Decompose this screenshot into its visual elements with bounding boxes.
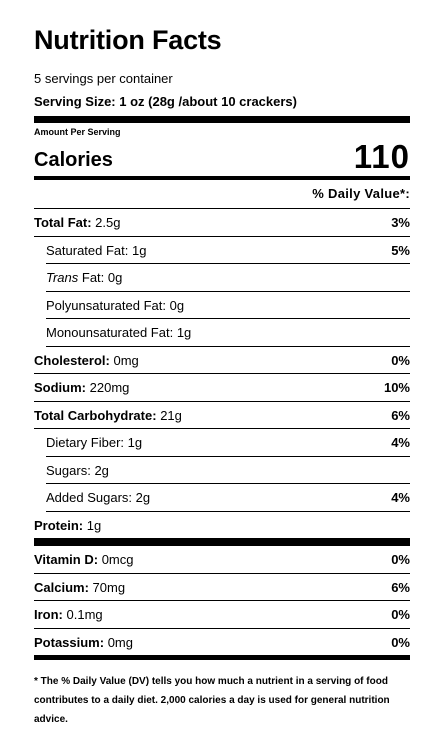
nutrient-amount: 21g [160, 407, 182, 423]
nutrient-amount: 0g [169, 297, 185, 313]
row-dietary-fiber [46, 429, 410, 457]
calories-row [34, 138, 410, 174]
nutrient-amount: 1g [127, 435, 143, 450]
nutrient-name: Vitamin D: [34, 552, 99, 567]
nutrient-amount: 2g [94, 462, 109, 478]
nutrient-name: Polyunsaturated Fat: [46, 297, 166, 313]
nutrient-name: Monounsaturated Fat: [46, 325, 174, 340]
nutrient-name: Cholesterol: [34, 352, 110, 368]
nutrient-amount: 0.1mg [66, 607, 103, 622]
nutrient-amount: 0g [107, 270, 123, 285]
calories-value: 110 [353, 138, 410, 175]
nutrient-name: Total Carbohydrate: [34, 407, 157, 423]
row-trans-fat [46, 264, 410, 292]
nutrient-dv: 6% [391, 407, 410, 423]
nutrient-dv: 10% [383, 380, 410, 395]
nutrient-name: Protein: [34, 517, 84, 533]
nutrient-name: Saturated Fat: [46, 242, 129, 258]
row-polyunsaturated-fat [46, 292, 410, 320]
row-total-carbohydrate [34, 402, 410, 430]
servings-per-container: 5 servings per container [34, 71, 173, 86]
calories-label: Calories [34, 149, 113, 171]
serving-size: Serving Size: 1 oz (28g /about 10 crackers) [34, 94, 297, 109]
label-title: Nutrition Facts [34, 25, 222, 55]
nutrient-amount: 2.5g [95, 215, 121, 230]
nutrient-name: Calcium: [34, 579, 89, 595]
nutrient-dv: 0% [391, 352, 410, 368]
nutrient-amount: 0mg [107, 634, 133, 650]
row-iron [34, 601, 410, 629]
row-sodium [34, 374, 410, 402]
nutrient-amount: 0mg [113, 352, 139, 368]
nutrient-dv: 4% [391, 435, 410, 450]
nutrient-name: Sodium: [34, 380, 86, 395]
row-potassium [34, 629, 410, 657]
daily-value-header: % Daily Value*: [34, 180, 410, 209]
nutrient-dv: 0% [391, 634, 410, 650]
nutrient-amount: 0mcg [101, 552, 134, 567]
nutrient-name: Sugars: [46, 462, 91, 478]
row-added-sugars [46, 484, 410, 512]
nutrient-name: Fat: [81, 270, 105, 285]
nutrient-name: Potassium: [34, 634, 105, 650]
row-vitamin-d [34, 546, 410, 574]
nutrient-amount: 70mg [92, 579, 126, 595]
divider-thick [34, 538, 410, 546]
footnote: * The % Daily Value (DV) tells you how much a nutrient in a serving of food contributes to a daily diet. 2,000 calories a day is used for general nutrition advice. [34, 676, 390, 725]
nutrient-name-italic: Trans [46, 270, 79, 285]
nutrient-name: Added Sugars: [46, 490, 133, 505]
row-protein [34, 512, 410, 539]
row-saturated-fat [46, 237, 410, 265]
nutrient-name: Dietary Fiber: [46, 435, 125, 450]
row-calcium [34, 574, 410, 602]
nutrient-name: Total Fat: [34, 215, 92, 230]
nutrient-amount: 1g [86, 517, 102, 533]
divider-thick [34, 116, 410, 123]
nutrient-amount: 1g [132, 242, 147, 258]
nutrition-facts-label [34, 22, 410, 729]
nutrient-dv: 4% [391, 490, 410, 505]
row-total-fat [34, 209, 410, 237]
nutrient-amount: 2g [135, 490, 151, 505]
nutrient-dv: 6% [391, 579, 410, 595]
row-monounsaturated-fat [46, 319, 410, 347]
amount-per-serving: Amount Per Serving [34, 127, 121, 137]
nutrient-name: Iron: [34, 607, 63, 622]
nutrient-dv: 0% [391, 552, 410, 567]
divider-medium [34, 656, 410, 660]
row-sugars [46, 457, 410, 485]
nutrient-dv: 3% [391, 215, 410, 230]
nutrient-amount: 220mg [89, 380, 130, 395]
nutrient-dv: 0% [391, 607, 410, 622]
row-cholesterol [34, 347, 410, 375]
nutrient-amount: 1g [176, 325, 192, 340]
nutrient-dv: 5% [391, 242, 410, 258]
